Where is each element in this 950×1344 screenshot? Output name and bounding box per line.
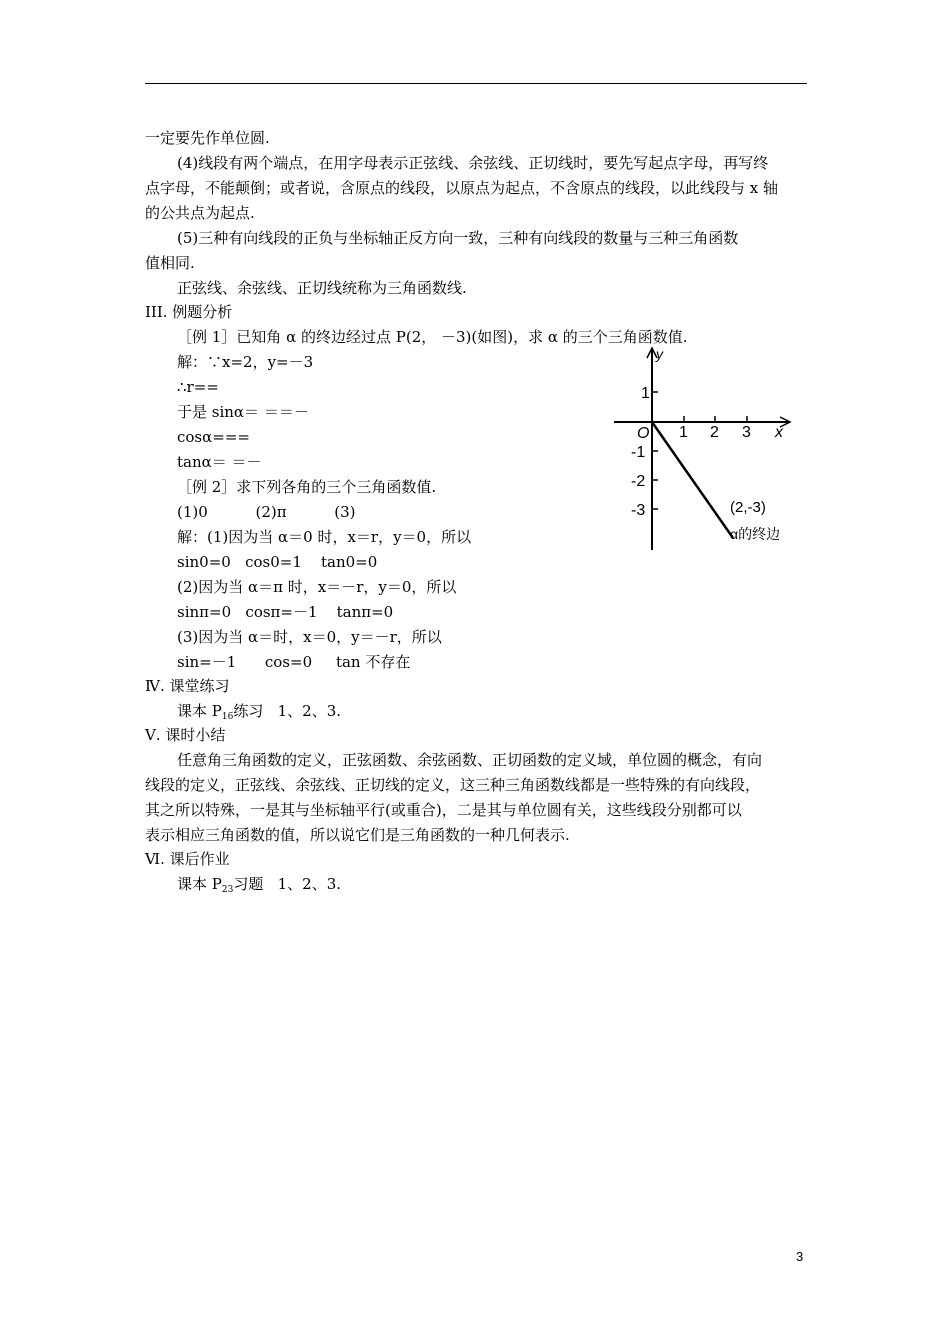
y-tick-label: -1 bbox=[631, 444, 646, 461]
header-rule bbox=[145, 83, 807, 84]
text-line: 点字母，不能颠倒；或者说，含原点的线段，以原点为起点，不含原点的线段，以此线段与 x 轴 bbox=[145, 179, 778, 197]
text-fragment: 习题 1、2、3. bbox=[233, 875, 342, 893]
text-fragment: 练习 1、2、3. bbox=[233, 702, 342, 720]
y-axis-label: y bbox=[656, 346, 663, 362]
y-tick-label: -2 bbox=[631, 473, 646, 490]
text-line: 值相同. bbox=[145, 254, 195, 272]
text-line: sin=－1 cos=0 tan 不存在 bbox=[177, 653, 411, 671]
section-heading: Ⅴ. 课时小结 bbox=[145, 726, 226, 744]
text-line: ∴r== bbox=[177, 378, 219, 396]
text-line: sin0=0 cos0=1 tan0=0 bbox=[177, 553, 378, 571]
text-line: 的公共点为起点. bbox=[145, 204, 255, 222]
x-axis-label: x bbox=[775, 424, 783, 441]
text-line: 任意角三角函数的定义，正弦函数、余弦函数、正切函数的定义域，单位圆的概念，有向 bbox=[177, 751, 763, 769]
ray-label: α的终边 bbox=[730, 526, 781, 542]
terminal-side-ray bbox=[652, 422, 733, 538]
text-line: (3)因为当 α＝时，x＝0，y＝－r，所以 bbox=[177, 628, 442, 646]
text-line: 解：(1)因为当 α＝0 时，x＝r，y＝0，所以 bbox=[177, 528, 472, 546]
text-line bbox=[177, 701, 341, 727]
section-heading: Ⅳ. 课堂练习 bbox=[145, 677, 230, 695]
text-line: 表示相应三角函数的值，所以说它们是三角函数的一种几何表示. bbox=[145, 826, 570, 844]
x-tick-label: 2 bbox=[710, 424, 719, 441]
text-line: sinπ=0 cosπ=－1 tanπ=0 bbox=[177, 603, 394, 621]
x-tick-label: 1 bbox=[679, 424, 688, 441]
text-line: 其之所以特殊，一是其与坐标轴平行(或重合)，二是其与单位圆有关，这些线段分别都可以 bbox=[145, 801, 742, 819]
x-tick-label: 3 bbox=[742, 424, 751, 441]
origin-label: O bbox=[637, 425, 650, 442]
coordinate-figure bbox=[600, 340, 815, 555]
text-line: (2)因为当 α＝π 时，x＝－r，y＝0，所以 bbox=[177, 578, 457, 596]
text-line: (4)线段有两个端点，在用字母表示正弦线、余弦线、正切线时，要先写起点字母，再写终 bbox=[177, 154, 769, 172]
page-number: 3 bbox=[796, 1249, 804, 1264]
text-line: 线段的定义，正弦线、余弦线、正切线的定义，这三种三角函数线都是一些特殊的有向线段， bbox=[145, 776, 761, 794]
section-heading: Ⅵ. 课后作业 bbox=[145, 850, 230, 868]
point-label: (2,-3) bbox=[730, 499, 766, 516]
text-fragment: 课本 P bbox=[177, 702, 222, 720]
example-1-statement: ［例 1］已知角 α 的终边经过点 P(2， －3)(如图)，求 α 的三个三角函数值. bbox=[177, 328, 688, 346]
y-tick-label: 1 bbox=[641, 385, 650, 402]
text-line: (5)三种有向线段的正负与坐标轴正反方向一致，三种有向线段的数量与三种三角函数 bbox=[177, 229, 739, 247]
text-line: 一定要先作单位圆. bbox=[145, 129, 270, 147]
text-line bbox=[177, 874, 341, 900]
section-heading: III. 例题分析 bbox=[145, 303, 233, 321]
text-line: 正弦线、余弦线、正切线统称为三角函数线. bbox=[177, 279, 467, 297]
text-line: 解：∵x=2，y=－3 bbox=[177, 353, 314, 371]
text-line: tanα＝ ＝－ bbox=[177, 453, 262, 471]
page-subscript: 16 bbox=[221, 712, 234, 722]
page-subscript: 23 bbox=[221, 885, 234, 895]
text-line: 于是 sinα＝ ＝＝－ bbox=[177, 403, 309, 421]
y-tick-label: -3 bbox=[631, 502, 646, 519]
text-line: cosα=== bbox=[177, 428, 250, 446]
example-2-statement: ［例 2］求下列各角的三个三角函数值. bbox=[177, 478, 437, 496]
text-line: (1)0 (2)π (3) bbox=[177, 503, 356, 521]
text-fragment: 课本 P bbox=[177, 875, 222, 893]
